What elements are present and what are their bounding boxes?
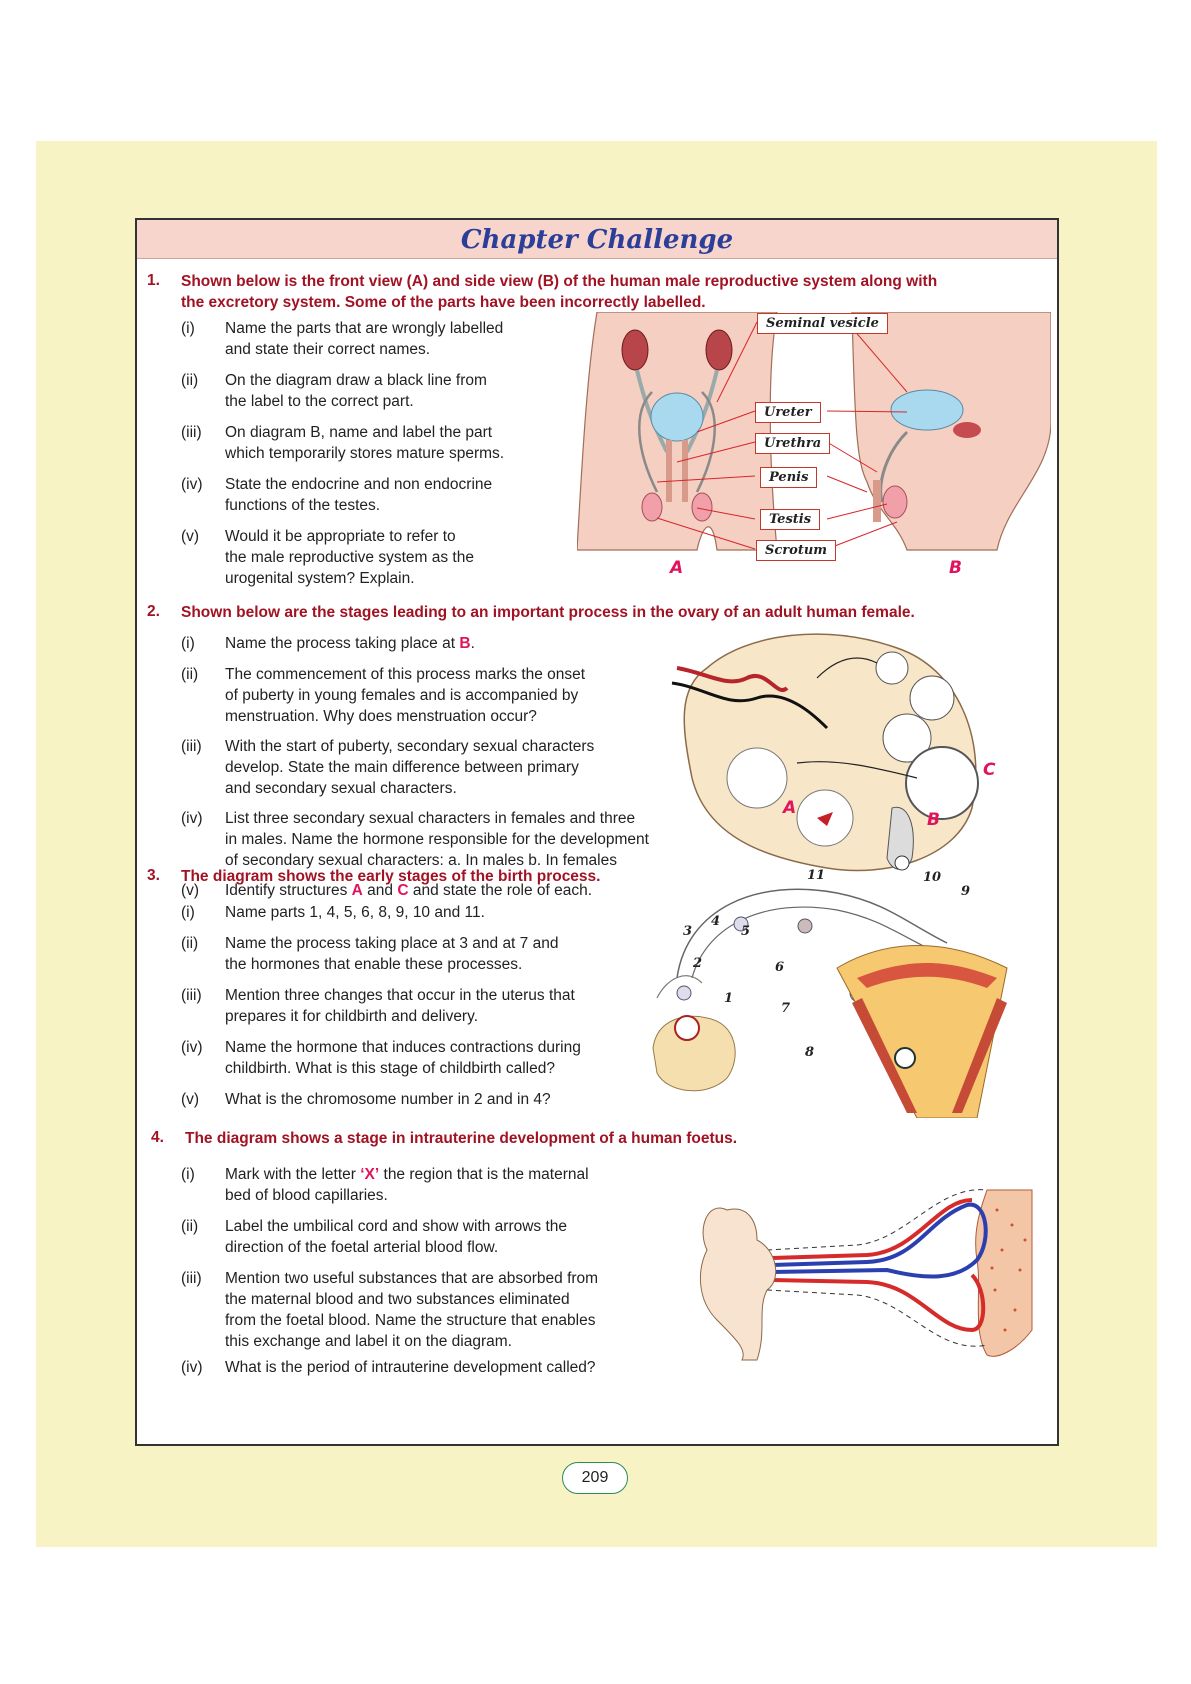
q2-item-5-roman: (v) <box>181 882 200 899</box>
chapter-challenge-panel <box>135 218 1059 1446</box>
q4-item-1-line2: bed of blood capillaries. <box>225 1187 388 1204</box>
title-bar <box>137 220 1057 259</box>
q3-item-2-roman: (ii) <box>181 935 199 952</box>
q1-figure-a-label: A <box>670 558 684 578</box>
page-title: Chapter Challenge <box>460 225 734 255</box>
q4-heading: The diagram shows a stage in intrauterine development of a human foetus. <box>185 1130 738 1147</box>
q3-label-10: 10 <box>923 870 942 885</box>
q2-item-3-line2: develop. State the main difference between primary <box>225 759 579 776</box>
q3-item-3-roman: (iii) <box>181 987 202 1004</box>
q3-item-3-line1: Mention three changes that occur in the uterus that <box>225 987 575 1004</box>
foetus-placenta-diagram <box>687 1180 1047 1362</box>
umbilical-vein <box>772 1205 986 1277</box>
q4-item-4-roman: (iv) <box>181 1359 203 1376</box>
released-ovum-site <box>675 1016 699 1040</box>
q1-item-1-line1: Name the parts that are wrongly labelled <box>225 320 504 337</box>
q3-item-1-roman: (i) <box>181 904 195 921</box>
q1-item-1-line2: and state their correct names. <box>225 341 431 358</box>
q3-item-4-line1: Name the hormone that induces contractions during <box>225 1039 581 1056</box>
q3-item-1-line1: Name parts 1, 4, 5, 6, 8, 9, 10 and 11. <box>225 904 485 921</box>
q1-item-5-line1: Would it be appropriate to refer to <box>225 528 456 545</box>
q3-label-1: 1 <box>724 991 734 1006</box>
q2-item-5-mid: and <box>362 882 398 899</box>
q3-item-5-line1: What is the chromosome number in 2 and in 4? <box>225 1091 551 1108</box>
q3-item-4-line2: childbirth. What is this stage of childbirth called? <box>225 1060 555 1077</box>
bladder-front <box>651 393 703 441</box>
q4-number: 4. <box>151 1129 164 1146</box>
kidney-left-front <box>622 330 648 370</box>
q2-item-5-a: A <box>351 882 363 899</box>
q4-item-3-line1: Mention two useful substances that are absorbed from <box>225 1270 599 1287</box>
q3-label-4: 4 <box>711 914 721 929</box>
label-seminal-vesicle: Seminal vesicle <box>757 313 888 334</box>
q3-item-2-line2: the hormones that enable these processes. <box>225 956 523 973</box>
q3-label-8: 8 <box>805 1045 815 1060</box>
stage-2-ovum <box>677 986 691 1000</box>
q4-item-1-pre: Mark with the letter <box>225 1166 361 1183</box>
q2-item-4-roman: (iv) <box>181 810 203 827</box>
q2-item-5-post: and state the role of each. <box>408 882 593 899</box>
q2-item-5-c: C <box>397 882 409 899</box>
q3-label-2: 2 <box>693 956 703 971</box>
kidney-right-front <box>706 330 732 370</box>
q3-number: 3. <box>147 867 160 884</box>
q1-item-2-line2: the label to the correct part. <box>225 393 414 410</box>
q2-item-1-letter: B <box>459 635 471 652</box>
q4-item-2-roman: (ii) <box>181 1218 199 1235</box>
q3-item-5-roman: (v) <box>181 1091 200 1108</box>
prostate-side <box>953 422 981 438</box>
q2-number: 2. <box>147 603 160 620</box>
q1-item-3-roman: (iii) <box>181 424 202 441</box>
follicle-2 <box>910 676 954 720</box>
q4-item-3-line3: from the foetal blood. Name the structure that enables <box>225 1312 596 1329</box>
label-scrotum: Scrotum <box>756 540 836 561</box>
testis-side <box>883 486 907 518</box>
ovary-diagram <box>667 628 987 876</box>
q3-label-5: 5 <box>741 924 751 939</box>
q3-label-6: 6 <box>775 960 785 975</box>
q1-figure-b-label: B <box>949 558 962 578</box>
testis-right-front <box>692 493 712 521</box>
q3-label-11: 11 <box>807 868 826 883</box>
q4-item-4-line1: What is the period of intrauterine development called? <box>225 1359 596 1376</box>
q4-item-1-x: ‘X’ <box>360 1166 380 1183</box>
q2-item-2-line3: menstruation. Why does menstruation occur? <box>225 708 537 725</box>
foetus <box>700 1208 775 1360</box>
q1-item-4-roman: (iv) <box>181 476 203 493</box>
label-ureter: Ureter <box>755 402 821 423</box>
q2-item-3-roman: (iii) <box>181 738 202 755</box>
q2-figure-c-label: C <box>983 760 996 780</box>
q2-figure-a-label: A <box>783 798 797 818</box>
follicle-1 <box>876 652 908 684</box>
q4-item-3-roman: (iii) <box>181 1270 202 1287</box>
q1-item-4-line2: functions of the testes. <box>225 497 381 514</box>
q2-item-5-pre: Identify structures <box>225 882 352 899</box>
birth-process-diagram <box>647 868 1027 1118</box>
implantation-site <box>895 1048 915 1068</box>
body-side-outline <box>852 312 1051 550</box>
q3-item-4-roman: (iv) <box>181 1039 203 1056</box>
q1-item-5-line2: the male reproductive system as the <box>225 549 474 566</box>
q1-heading-line1: Shown below is the front view (A) and side view (B) of the human male reproductive system along with <box>181 273 938 290</box>
q1-item-2-roman: (ii) <box>181 372 199 389</box>
stage-5-morula <box>798 919 812 933</box>
label-testis: Testis <box>760 509 820 530</box>
q2-item-1-roman: (i) <box>181 635 195 652</box>
q1-item-5-line3: urogenital system? Explain. <box>225 570 415 587</box>
testis-left-front <box>642 493 662 521</box>
q2-item-2-roman: (ii) <box>181 666 199 683</box>
q4-item-1-roman: (i) <box>181 1166 195 1183</box>
q2-item-1-text: Name the process taking place at <box>225 635 460 652</box>
q2-item-2-line1: The commencement of this process marks the onset <box>225 666 586 683</box>
q1-item-2-line1: On the diagram draw a black line from <box>225 372 487 389</box>
q4-item-2-line2: direction of the foetal arterial blood flow. <box>225 1239 499 1256</box>
q1-item-5-roman: (v) <box>181 528 200 545</box>
q4-item-2-line1: Label the umbilical cord and show with arrows the <box>225 1218 568 1235</box>
q2-item-4-line2: in males. Name the hormone responsible for the development <box>225 831 649 848</box>
q3-item-2-line1: Name the process taking place at 3 and at 7 and <box>225 935 559 952</box>
graafian-follicle <box>906 747 978 819</box>
label-urethra: Urethra <box>755 433 830 454</box>
q2-item-1-post: . <box>470 635 475 652</box>
q2-figure-b-label: B <box>927 810 940 830</box>
q1-heading <box>181 271 1051 313</box>
q2-item-2-line2: of puberty in young females and is accompanied by <box>225 687 579 704</box>
q3-heading: The diagram shows the early stages of the birth process. <box>181 868 601 885</box>
q4-item-3-line2: the maternal blood and two substances eliminated <box>225 1291 570 1308</box>
page-number: 209 <box>562 1462 628 1494</box>
q2-item-4-line1: List three secondary sexual characters in females and three <box>225 810 636 827</box>
q3-item-3-line2: prepares it for childbirth and delivery. <box>225 1008 479 1025</box>
q1-number: 1. <box>147 272 160 289</box>
q1-item-3-line1: On diagram B, name and label the part <box>225 424 493 441</box>
q1-item-3-line2: which temporarily stores mature sperms. <box>225 445 505 462</box>
q3-label-9: 9 <box>961 884 971 899</box>
q4-item-3-line4: this exchange and label it on the diagram. <box>225 1333 512 1350</box>
q3-label-7: 7 <box>781 1001 791 1016</box>
label-penis: Penis <box>760 467 817 488</box>
q2-item-3-line1: With the start of puberty, secondary sexual characters <box>225 738 595 755</box>
q2-item-4-line3: of secondary sexual characters: a. In males b. In females <box>225 852 617 869</box>
q2-heading: Shown below are the stages leading to an important process in the ovary of an adult human female. <box>181 604 915 621</box>
q3-label-3: 3 <box>683 924 693 939</box>
q2-item-3-line3: and secondary sexual characters. <box>225 780 457 797</box>
q1-item-1-roman: (i) <box>181 320 195 337</box>
corpus-luteum-a <box>727 748 787 808</box>
bladder-side <box>891 390 963 430</box>
q1-heading-line2: the excretory system. Some of the parts have been incorrectly labelled. <box>181 294 706 311</box>
q1-item-4-line1: State the endocrine and non endocrine <box>225 476 493 493</box>
q4-item-1-post: the region that is the maternal <box>379 1166 589 1183</box>
